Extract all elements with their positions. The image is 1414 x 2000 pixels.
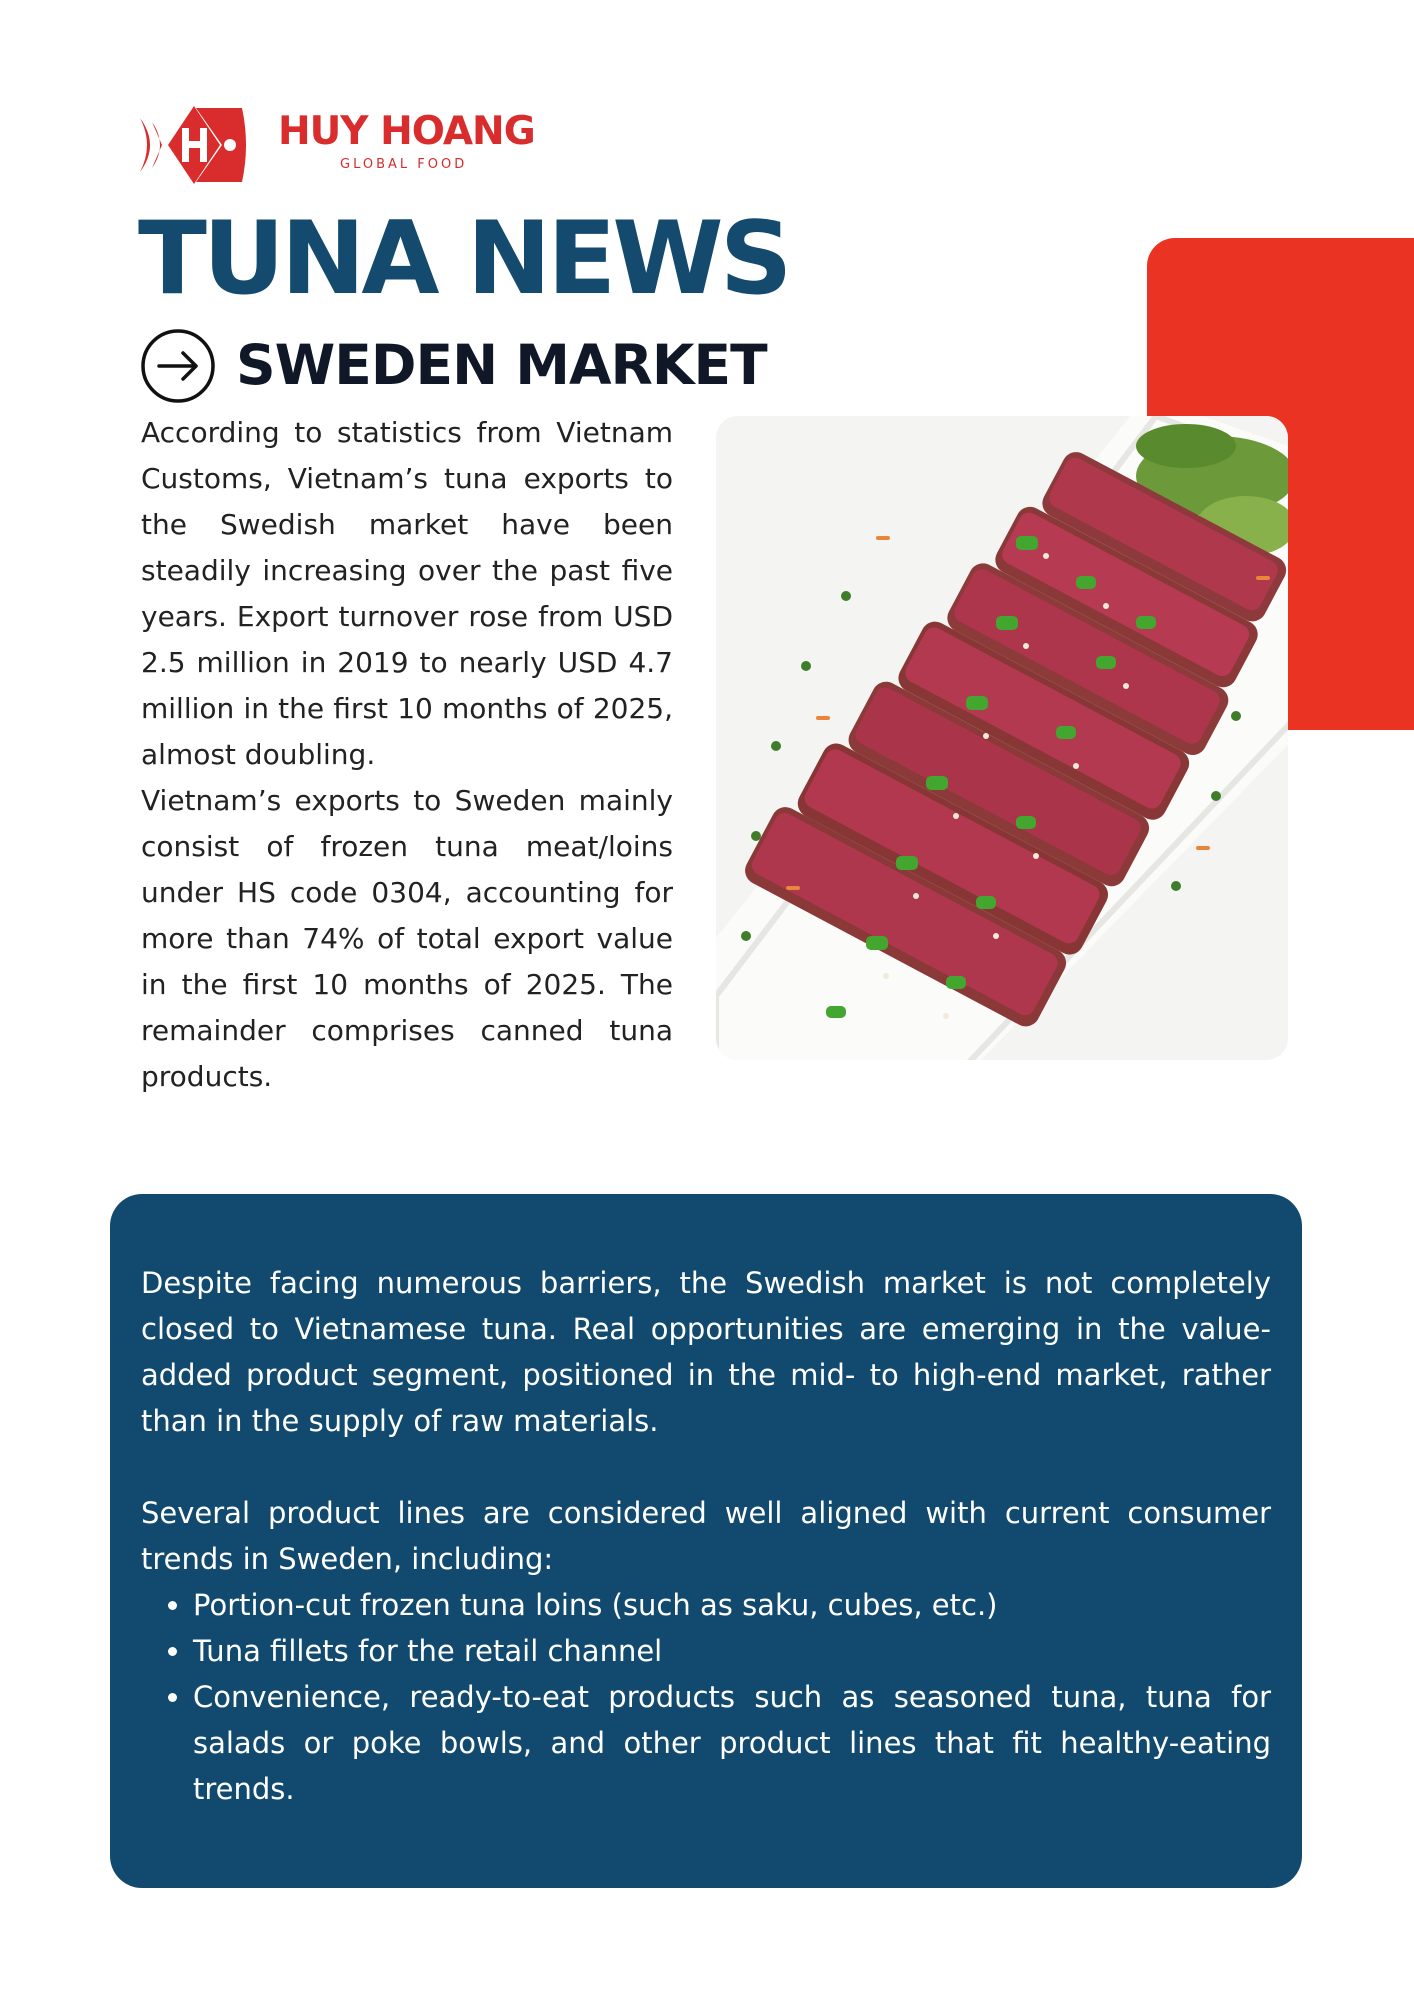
intro-paragraph: According to statistics from Vietnam Customs, Vietnam’s tuna exports to the Swedish market have been steadily increasing over the past five years. Export turnover rose from USD 2.5 million in 2019 to nearly USD 4.7 million in the first 10 months of 2025, almost doubling.	[141, 416, 673, 771]
brand-logo	[138, 102, 538, 188]
fish-logo-icon	[138, 102, 250, 188]
panel-text	[141, 1260, 1271, 1812]
panel-paragraph: Several product lines are considered well aligned with current consumer trends in Sweden, including:	[141, 1496, 1271, 1576]
info-panel	[110, 1194, 1302, 1888]
arrow-right-circle-icon	[140, 328, 216, 404]
list-item: • Tuna fillets for the retail channel	[193, 1628, 1271, 1674]
list-item: • Portion-cut frozen tuna loins (such as saku, cubes, etc.)	[193, 1582, 1271, 1628]
page-title: TUNA NEWS	[138, 199, 789, 317]
brand-tagline: GLOBAL FOOD	[340, 157, 468, 172]
seared-tuna-photo	[716, 416, 1288, 1060]
section-subtitle: SWEDEN MARKET	[236, 333, 767, 397]
list-item: • Convenience, ready-to-eat products such as seasoned tuna, tuna for salads or poke bowls, and other product lines that fit healthy-eating trends.	[193, 1674, 1271, 1812]
product-list	[141, 1582, 1271, 1812]
intro-text	[141, 410, 673, 1100]
intro-paragraph: Vietnam’s exports to Sweden mainly consist of frozen tuna meat/loins under HS code 0304, accounting for more than 74% of total export value in the first 10 months of 2025. The remainder comprises canned tuna products.	[141, 784, 673, 1093]
brand-name: HUY HOANG	[278, 109, 535, 154]
panel-paragraph: Despite facing numerous barriers, the Swedish market is not completely closed to Vietnamese tuna. Real opportunities are emerging in the value-added product segment, positioned in the mid- to high-end market, rather than in the supply of raw materials.	[141, 1266, 1271, 1438]
